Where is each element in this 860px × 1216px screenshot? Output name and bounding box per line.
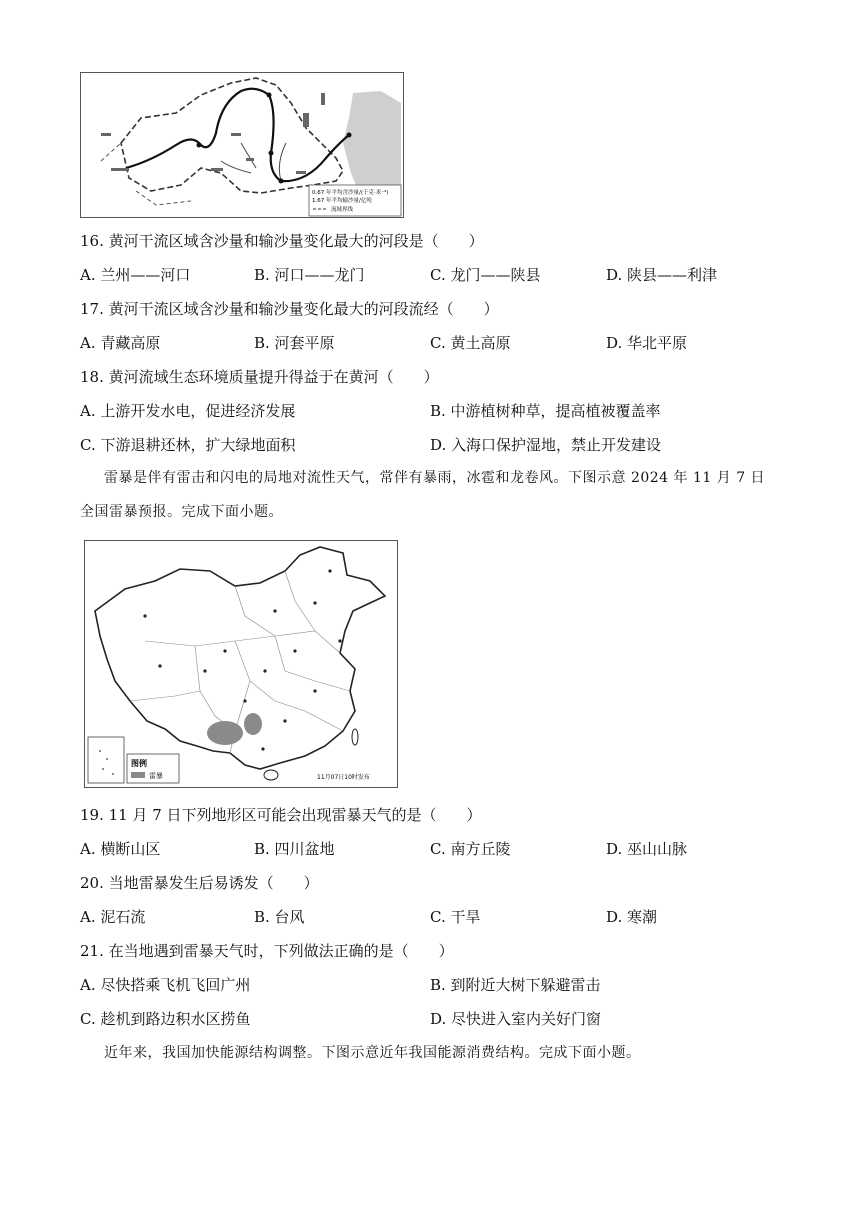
q21-option-b[interactable]: B. 到附近大树下躲避雷击: [430, 976, 601, 994]
q19-option-c[interactable]: C. 南方丘陵: [430, 840, 511, 858]
question-17-stem: 17. 黄河干流区域含沙量和输沙量变化最大的河段流经（ ）: [80, 300, 499, 318]
q21-option-d[interactable]: D. 尽快进入室内关好门窗: [430, 1010, 602, 1028]
q20-option-d[interactable]: D. 寒潮: [606, 908, 658, 926]
question-16-stem: 16. 黄河干流区域含沙量和输沙量变化最大的河段是（ ）: [80, 232, 484, 250]
yellow-river-map: [80, 72, 404, 218]
question-19-stem: 19. 11 月 7 日下列地形区可能会出现雷暴天气的是（ ）: [80, 806, 482, 824]
q19-option-a[interactable]: A. 横断山区: [80, 840, 161, 858]
q18-option-c[interactable]: C. 下游退耕还林，扩大绿地面积: [80, 436, 296, 454]
thunderstorm-intro-line-1: 雷暴是伴有雷击和闪电的局地对流性天气，常伴有暴雨，冰雹和龙卷风。下图示意 2024 年 11 月 7 日: [104, 470, 766, 486]
q20-option-a[interactable]: A. 泥石流: [80, 908, 146, 926]
thunderstorm-area-1: [207, 721, 243, 745]
china-thunderstorm-map: [84, 540, 398, 788]
q17-option-d[interactable]: D. 华北平原: [606, 334, 688, 352]
thunderstorm-intro-line-2: 全国雷暴预报。完成下面小题。: [80, 504, 283, 520]
q18-option-d[interactable]: D. 入海口保护湿地，禁止开发建设: [430, 436, 662, 454]
q16-option-c[interactable]: C. 龙门——陕县: [430, 266, 541, 284]
q21-option-c[interactable]: C. 趁机到路边积水区捞鱼: [80, 1010, 251, 1028]
q16-option-b[interactable]: B. 河口——龙门: [254, 266, 365, 284]
q20-option-c[interactable]: C. 干旱: [430, 908, 481, 926]
q20-option-b[interactable]: B. 台风: [254, 908, 305, 926]
release-note: 11月07日10时发布: [317, 774, 370, 781]
legend-item-label: 雷暴: [149, 772, 163, 780]
q19-option-b[interactable]: B. 四川盆地: [254, 840, 335, 858]
legend-swatch: [131, 772, 145, 778]
question-21-stem: 21. 在当地遇到雷暴天气时，下列做法正确的是（ ）: [80, 942, 454, 960]
question-20-stem: 20. 当地雷暴发生后易诱发（ ）: [80, 874, 319, 892]
legend-title: 图例: [131, 759, 147, 768]
q18-option-a[interactable]: A. 上游开发水电，促进经济发展: [80, 402, 296, 420]
south-china-sea-inset: [88, 737, 124, 783]
legend-line-3: 流域界线: [331, 207, 354, 213]
hainan-island: [264, 770, 278, 780]
energy-intro-line-1: 近年来，我国加快能源结构调整。下图示意近年我国能源消费结构。完成下面小题。: [104, 1045, 641, 1061]
q21-option-a[interactable]: A. 尽快搭乘飞机飞回广州: [80, 976, 251, 994]
q16-option-d[interactable]: D. 陕县——利津: [606, 266, 718, 284]
q16-option-a[interactable]: A. 兰州——河口: [80, 266, 191, 284]
q18-option-b[interactable]: B. 中游植树种草，提高植被覆盖率: [430, 402, 661, 420]
legend-line-2: 1.67 年平均输沙量/亿吨: [312, 198, 372, 204]
q17-option-a[interactable]: A. 青藏高原: [80, 334, 161, 352]
legend-line-1: 0.67 年平均含沙量/(千克·米⁻³): [312, 190, 389, 196]
thunderstorm-area-2: [244, 713, 262, 735]
q17-option-c[interactable]: C. 黄土高原: [430, 334, 511, 352]
question-18-stem: 18. 黄河流域生态环境质量提升得益于在黄河（ ）: [80, 368, 439, 386]
q17-option-b[interactable]: B. 河套平原: [254, 334, 335, 352]
q19-option-d[interactable]: D. 巫山山脉: [606, 840, 688, 858]
